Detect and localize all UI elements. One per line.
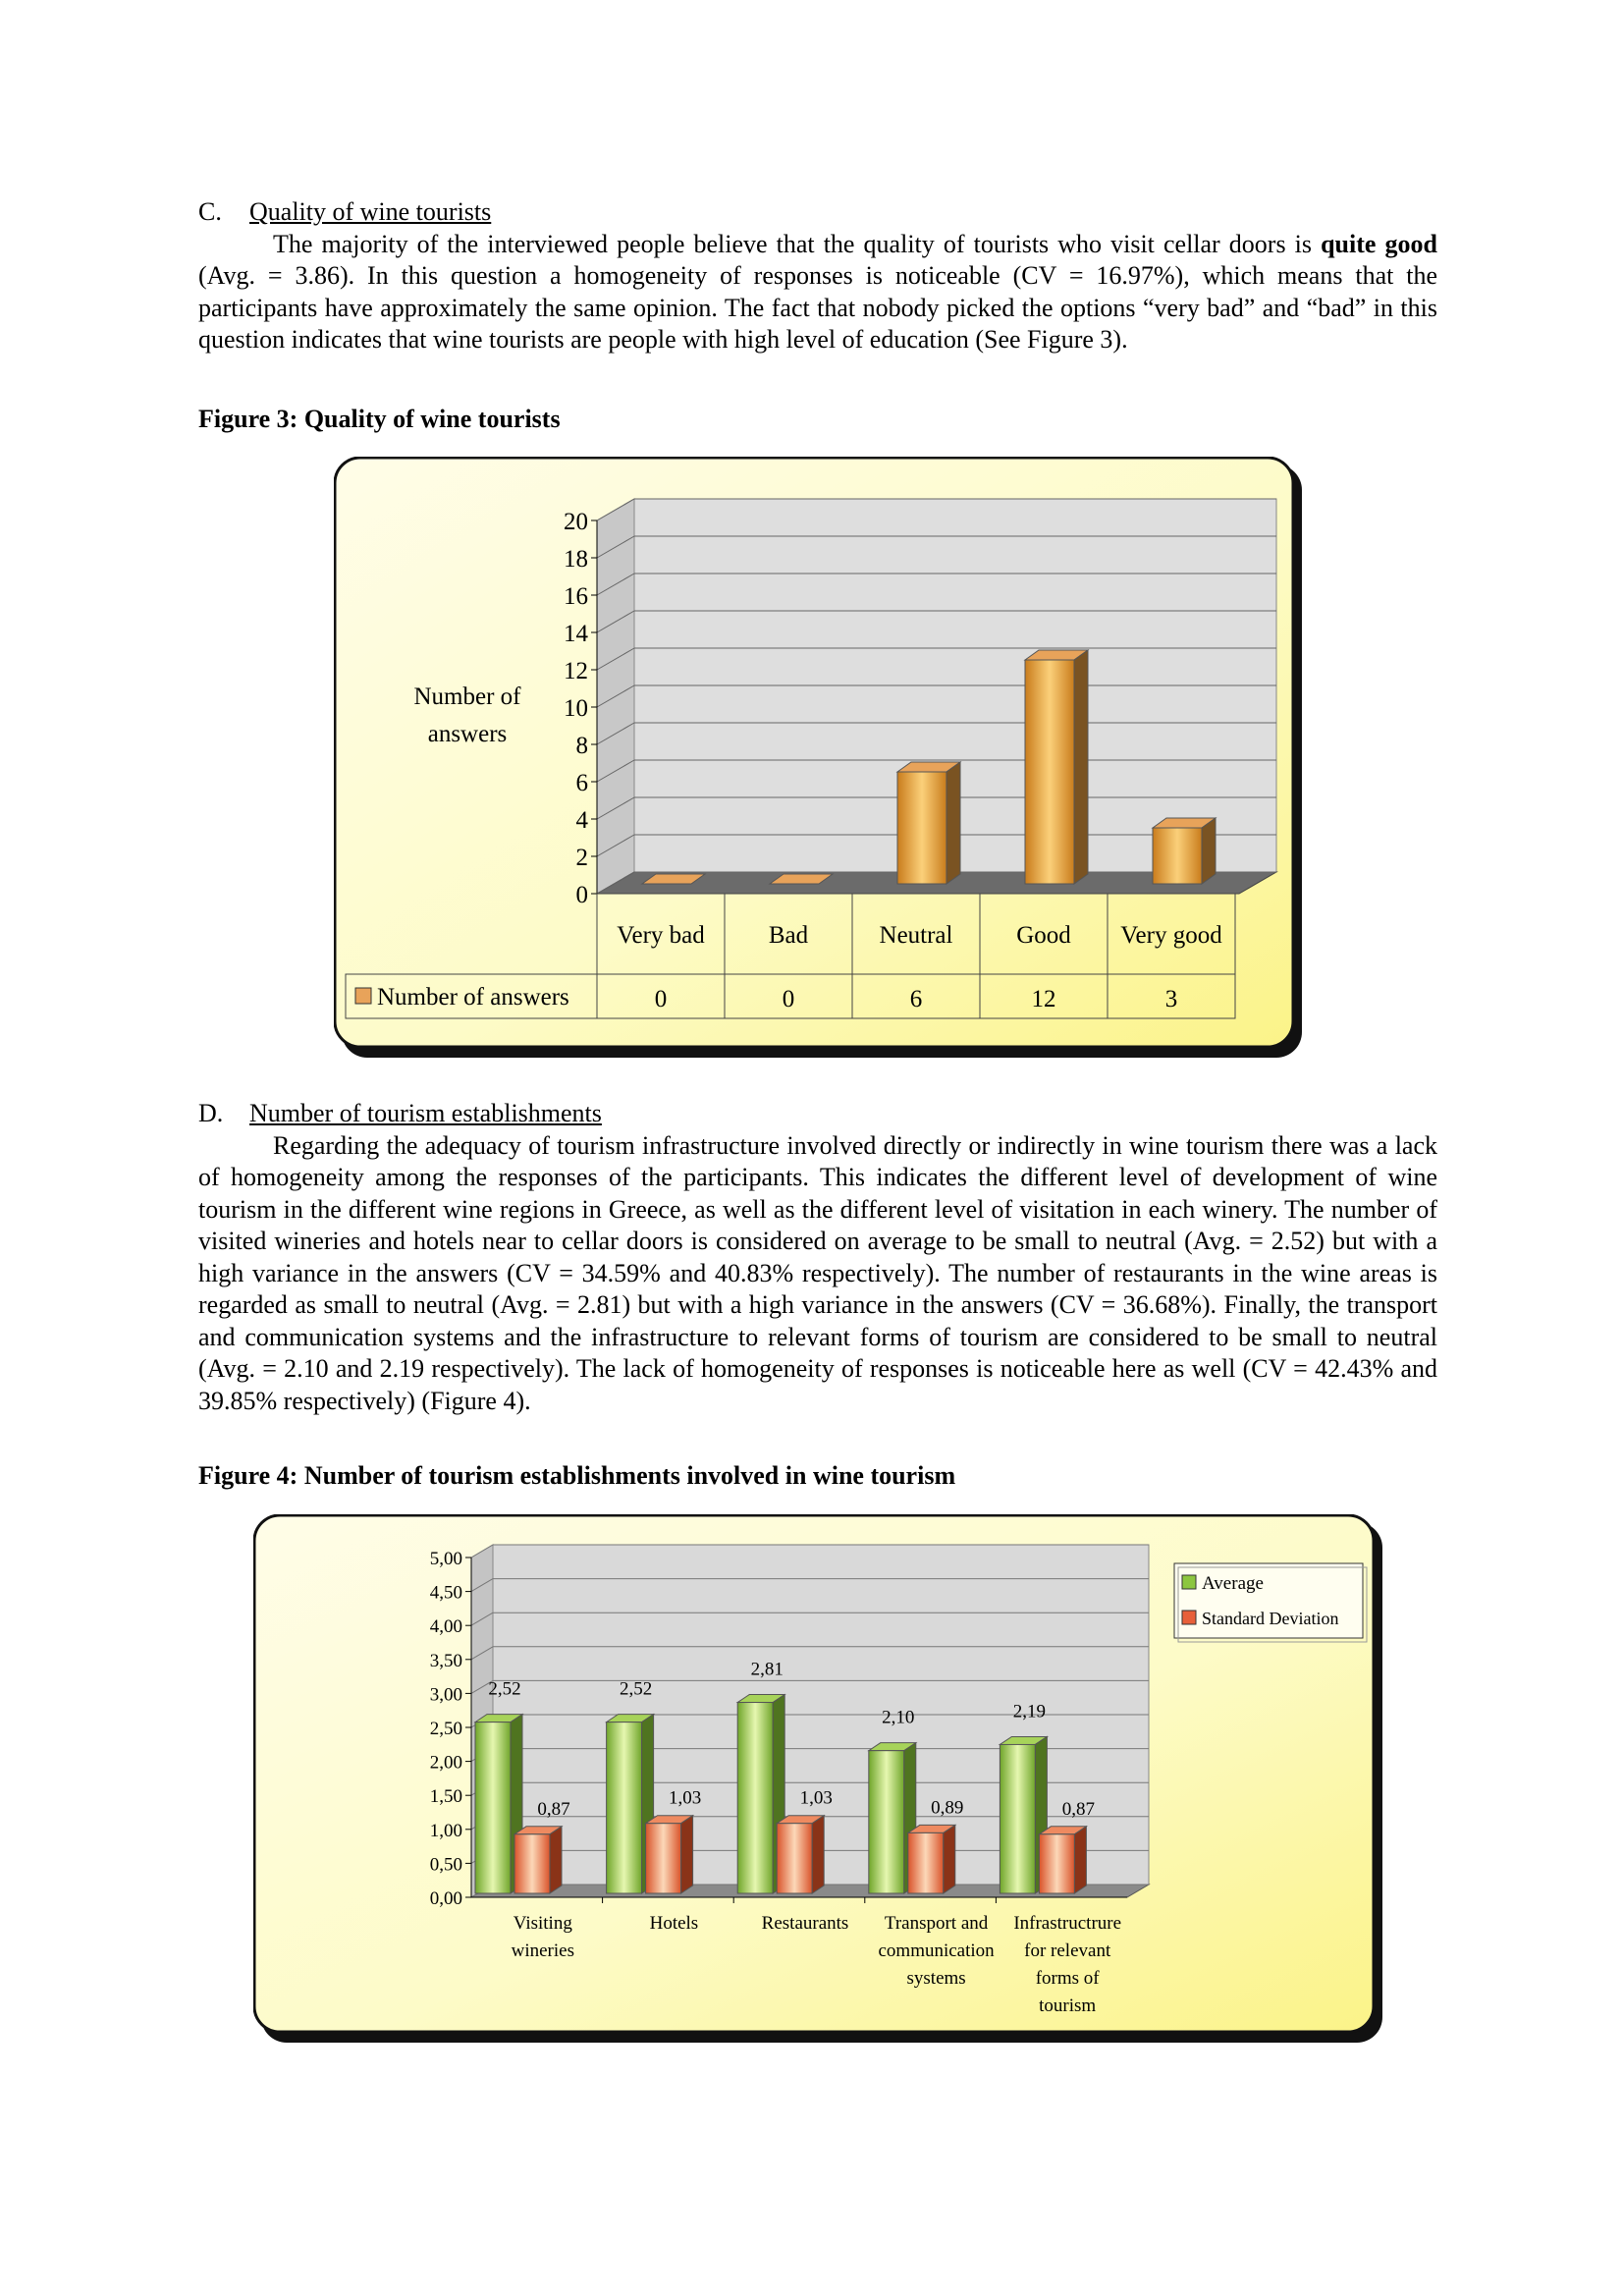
bar-side — [944, 1825, 955, 1893]
section-c-text-1: The majority of the interviewed people believe that the quality of tourists who visit cellar doors is — [273, 229, 1322, 258]
legend-swatch-standard-deviation — [1182, 1611, 1196, 1624]
x-tick-label: Very bad — [617, 922, 705, 949]
bar-front — [514, 1834, 550, 1893]
bar-standard-deviation — [908, 1825, 955, 1893]
section-c-heading — [198, 196, 1437, 229]
section-d — [198, 1098, 1437, 1417]
y-tick-label: 3,50 — [429, 1650, 462, 1671]
data-label: 0,87 — [537, 1798, 570, 1820]
figure-3-chart — [334, 457, 1306, 1061]
bar-front — [737, 1703, 773, 1893]
bar-standard-deviation — [777, 1816, 824, 1893]
y-tick-label: 8 — [575, 733, 588, 759]
bar-front — [1039, 1834, 1074, 1893]
x-tick-label: forms of — [1035, 1968, 1100, 1989]
x-tick-label: Transport and — [884, 1913, 989, 1934]
y-tick-label: 2,50 — [429, 1719, 462, 1739]
y-tick-label: 14 — [564, 621, 588, 647]
y-tick-label: 2 — [575, 845, 588, 871]
bar-side — [550, 1827, 562, 1893]
bar-side — [946, 762, 960, 884]
data-label: 12 — [1031, 986, 1056, 1012]
bar-standard-deviation — [1039, 1827, 1086, 1893]
data-label: 3 — [1164, 986, 1178, 1012]
legend-label: Number of answers — [377, 984, 569, 1011]
data-label: 0 — [654, 986, 668, 1012]
section-d-heading — [198, 1098, 1437, 1130]
section-c-paragraph — [198, 229, 1437, 356]
x-tick-label: Hotels — [649, 1913, 699, 1934]
legend-label: Average — [1202, 1573, 1264, 1594]
y-tick-label: 12 — [564, 658, 588, 684]
x-tick-label: Restaurants — [761, 1913, 849, 1934]
x-tick-label: Visiting — [513, 1913, 572, 1934]
x-tick-label: Good — [1016, 922, 1071, 949]
bar-front — [869, 1751, 904, 1893]
data-label: 2,52 — [619, 1678, 653, 1700]
y-tick-label: 16 — [564, 583, 588, 610]
bar-front — [607, 1722, 642, 1893]
bar-side — [681, 1816, 693, 1893]
bar-side — [812, 1816, 824, 1893]
bar-front — [1000, 1744, 1035, 1893]
data-label: 0 — [782, 986, 795, 1012]
data-label: 1,03 — [668, 1787, 702, 1809]
y-tick-label: 5,00 — [429, 1549, 462, 1569]
y-tick-label: 4 — [575, 807, 588, 834]
x-tick-label: Bad — [768, 922, 809, 949]
x-tick-label: systems — [906, 1968, 966, 1989]
section-c-text-2: (Avg. = 3.86). In this question a homogeneity of responses is noticeable (CV = 16.97%), which means that the participants have approximately the same opinion. The fact that nobody picked the options “very bad” and “bad” in this question indicates that wine tourists are people with high level of education (See Figure 3). — [198, 261, 1437, 354]
y-tick-label: 0,50 — [429, 1854, 462, 1876]
y-tick-label: 0,00 — [429, 1888, 462, 1909]
section-c — [198, 196, 1437, 356]
bar-side — [1074, 650, 1088, 884]
data-label: 2,19 — [1012, 1701, 1047, 1722]
x-tick-label: Very good — [1120, 922, 1222, 949]
bar-front — [1025, 660, 1074, 884]
y-tick-label: 10 — [564, 695, 588, 722]
figure-4-chart — [253, 1514, 1384, 2045]
figure-4-caption: Figure 4: Number of tourism establishments involved in wine tourism — [198, 1461, 956, 1490]
y-tick-label: 20 — [564, 509, 588, 535]
data-label: 2,81 — [750, 1659, 784, 1680]
x-tick-label: for relevant — [1024, 1941, 1111, 1961]
data-label: 2,10 — [882, 1707, 915, 1728]
bar-front — [475, 1722, 511, 1893]
section-c-text-bold: quite good — [1321, 229, 1437, 258]
legend-swatch-average — [1182, 1575, 1196, 1589]
bar-front — [777, 1824, 812, 1893]
y-axis-label: answers — [427, 721, 508, 747]
y-axis-label: Number of — [413, 683, 521, 710]
x-tick-label: wineries — [511, 1941, 574, 1961]
y-tick-label: 0 — [575, 882, 588, 908]
bar-front — [1153, 828, 1202, 884]
y-tick-label: 1,00 — [429, 1820, 462, 1841]
figure-3-caption: Figure 3: Quality of wine tourists — [198, 405, 561, 433]
x-tick-label: tourism — [1039, 1995, 1097, 2016]
y-tick-label: 4,50 — [429, 1582, 462, 1604]
y-tick-label: 6 — [575, 770, 588, 796]
y-tick-label: 18 — [564, 546, 588, 573]
data-label: 1,03 — [799, 1787, 833, 1809]
section-d-label: D. — [198, 1099, 224, 1127]
bar — [897, 762, 960, 884]
bar-side — [1074, 1827, 1086, 1893]
section-c-title: Quality of wine tourists — [249, 197, 492, 226]
x-tick-label: communication — [878, 1941, 995, 1961]
bar — [1025, 650, 1088, 884]
y-tick-label: 1,50 — [429, 1786, 462, 1808]
y-tick-label: 3,00 — [429, 1684, 462, 1706]
bar-standard-deviation — [646, 1816, 693, 1893]
bar-front — [908, 1832, 944, 1893]
legend-label: Standard Deviation — [1202, 1609, 1339, 1628]
section-d-paragraph: Regarding the adequacy of tourism infrastructure involved directly or indirectly in wine tourism there was a lack of homogeneity among the responses of the participants. This indicates the different level of development of wine tourism in the different wine regions in Greece, as well as the different level of visitation in each winery. The number of visited wineries and hotels near to cellar doors is considered on average to be small to neutral (Avg. = 2.52) but with a high variance in the answers (CV = 34.59% and 40.83% respectively). The number of restaurants in the wine areas is regarded as small to neutral (Avg. = 2.81) but with a high variance in the answers (CV = 36.68%). Finally, the transport and communication systems and the infrastructure to relevant forms of tourism are considered to be small to neutral (Avg. = 2.10 and 2.19 respectively). The lack of homogeneity of responses is noticeable here as well (CV = 42.43% and 39.85% respectively) (Figure 4). — [198, 1130, 1437, 1415]
bar-front — [646, 1824, 681, 1893]
section-c-label: C. — [198, 197, 222, 226]
data-label: 0,87 — [1061, 1798, 1096, 1820]
data-label: 6 — [909, 986, 923, 1012]
bar — [1153, 818, 1216, 884]
legend-swatch — [355, 988, 371, 1004]
x-tick-label: Infrastructrure — [1013, 1913, 1122, 1934]
y-tick-label: 4,00 — [429, 1616, 462, 1638]
y-tick-label: 2,00 — [429, 1752, 462, 1774]
section-d-title: Number of tourism establishments — [249, 1099, 602, 1127]
bar-standard-deviation — [514, 1827, 562, 1893]
bar-side — [1202, 818, 1216, 884]
data-label: 0,89 — [931, 1797, 964, 1819]
bar-front — [897, 772, 946, 884]
data-label: 2,52 — [488, 1678, 521, 1700]
x-tick-label: Neutral — [879, 922, 953, 949]
